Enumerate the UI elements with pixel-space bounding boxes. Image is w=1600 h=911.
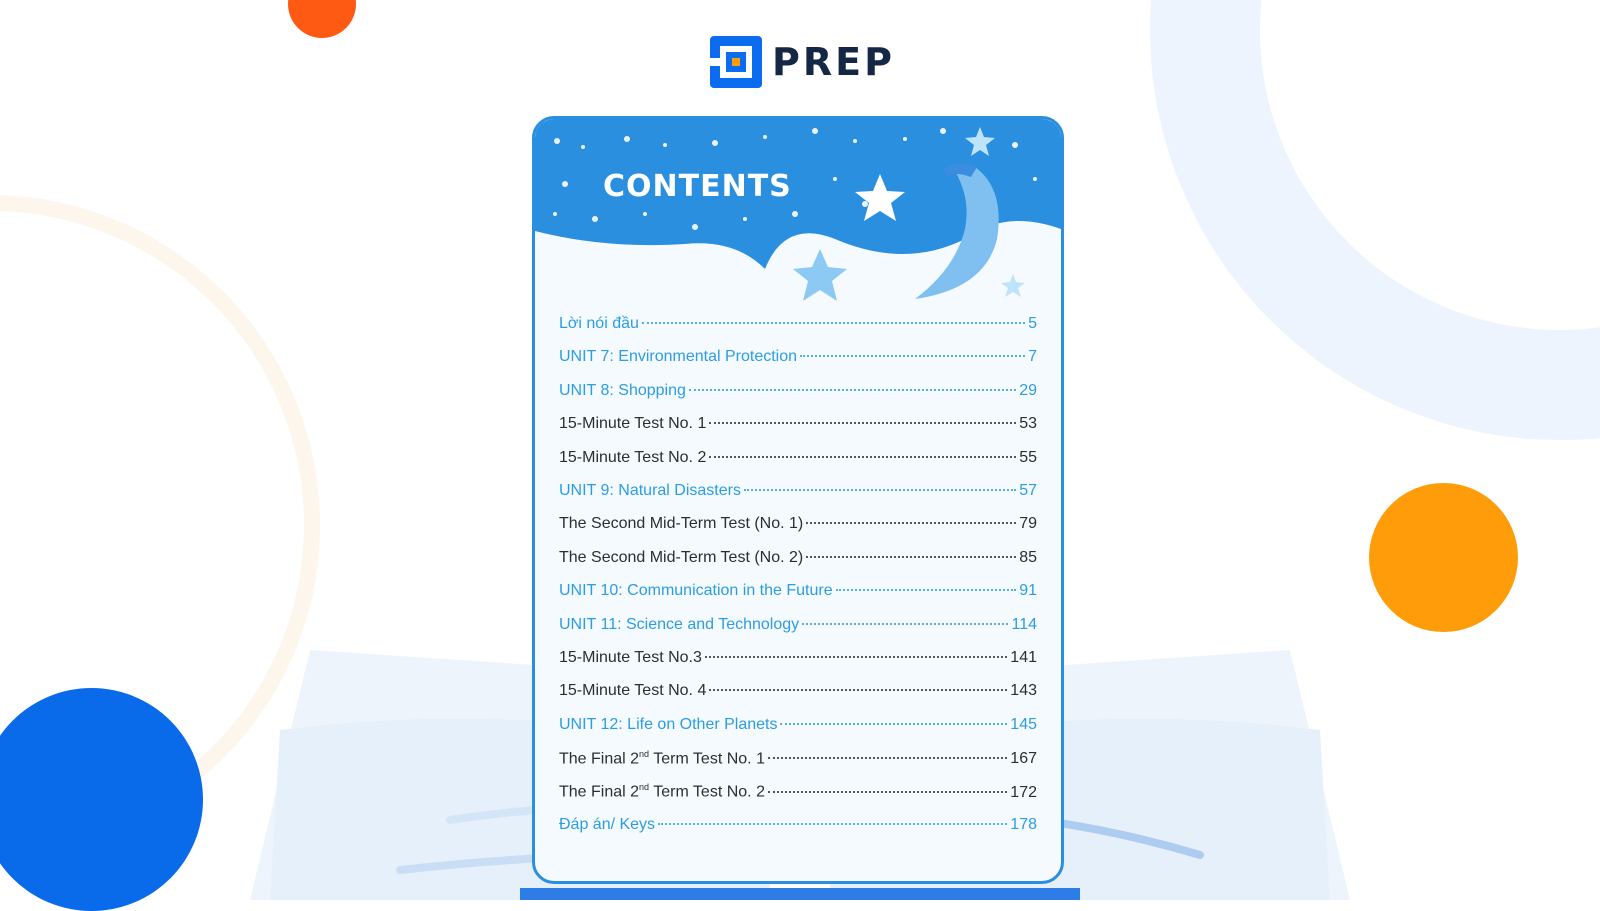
toc-entry-page: 53 <box>1019 415 1037 433</box>
ordinal-suffix: nd <box>639 782 650 793</box>
toc-entry-label: 15-Minute Test No.3 <box>559 648 702 666</box>
toc-entry[interactable] <box>559 716 1037 749</box>
toc-entry-label <box>559 782 765 801</box>
toc-entry-page: 114 <box>1011 615 1037 633</box>
contents-title: CONTENTS <box>603 169 792 204</box>
toc-entry-label: 15-Minute Test No. 2 <box>559 448 707 466</box>
toc-entry-page: 178 <box>1010 815 1037 833</box>
toc-entry-page: 7 <box>1028 348 1037 366</box>
label-part: The Final 2 <box>559 783 640 801</box>
dot-leader <box>768 757 1007 759</box>
toc-entry[interactable] <box>559 549 1037 582</box>
label-part: The Final 2 <box>559 750 640 768</box>
bottom-bar <box>520 888 1080 900</box>
dot-leader <box>768 791 1007 793</box>
toc-entry[interactable] <box>559 515 1037 548</box>
toc-entry-label: The Second Mid-Term Test (No. 1) <box>559 515 804 533</box>
toc-entry-page: 79 <box>1019 515 1037 533</box>
toc-entry[interactable] <box>559 482 1037 515</box>
toc-entry[interactable] <box>559 449 1037 482</box>
toc-entry-label: The Second Mid-Term Test (No. 2) <box>559 548 804 566</box>
brand-name: PREP <box>772 40 895 84</box>
dot-leader <box>658 823 1007 825</box>
toc-entry-label: UNIT 9: Natural Disasters <box>559 481 741 499</box>
toc-entry-label: Đáp án/ Keys <box>559 815 656 833</box>
toc-entry-label: Lời nói đầu <box>559 315 639 332</box>
dot-leader <box>806 556 1016 558</box>
dot-leader <box>780 723 1007 725</box>
toc-entry-page: 141 <box>1010 648 1037 666</box>
orange-circle <box>1369 483 1518 632</box>
red-orange-circle <box>288 0 356 38</box>
toc-entry-label: UNIT 11: Science and Technology <box>559 615 800 633</box>
toc-entry-page: 85 <box>1019 548 1037 566</box>
toc-entry-label: 15-Minute Test No. 4 <box>559 682 707 700</box>
toc-entry-label: 15-Minute Test No. 1 <box>559 415 707 433</box>
dot-leader <box>802 623 1008 625</box>
toc-entry[interactable] <box>559 816 1037 849</box>
dot-leader <box>709 422 1016 424</box>
toc-entry-page: 172 <box>1010 783 1037 801</box>
table-of-contents <box>559 315 1037 849</box>
toc-entry[interactable] <box>559 348 1037 381</box>
toc-entry-label: UNIT 8: Shopping <box>559 381 686 399</box>
toc-entry[interactable] <box>559 415 1037 448</box>
label-part: Term Test No. 2 <box>649 783 765 801</box>
toc-entry-label <box>559 749 765 768</box>
dot-leader <box>705 656 1007 658</box>
toc-entry[interactable] <box>559 649 1037 682</box>
toc-entry-page: 55 <box>1019 448 1037 466</box>
dot-leader <box>689 389 1016 391</box>
dot-leader <box>836 589 1017 591</box>
toc-entry-label: UNIT 7: Environmental Protection <box>559 348 798 366</box>
ordinal-suffix: nd <box>639 749 650 760</box>
night-sky-header <box>535 119 1061 319</box>
prep-logo[interactable] <box>710 36 895 88</box>
toc-entry[interactable] <box>559 315 1037 348</box>
dot-leader <box>806 522 1016 524</box>
toc-entry-page: 57 <box>1019 481 1037 499</box>
toc-entry-page: 5 <box>1028 315 1037 332</box>
toc-entry[interactable] <box>559 616 1037 649</box>
background-arc <box>1150 0 1600 440</box>
toc-entry-page: 91 <box>1019 582 1037 600</box>
toc-entry-page: 29 <box>1019 381 1037 399</box>
label-part: Term Test No. 1 <box>649 750 765 768</box>
contents-page <box>532 116 1064 884</box>
dot-leader <box>642 322 1025 324</box>
toc-entry-page: 145 <box>1010 715 1037 733</box>
toc-entry[interactable] <box>559 582 1037 615</box>
dot-leader <box>744 489 1016 491</box>
toc-entry-label: UNIT 10: Communication in the Future <box>559 582 833 600</box>
toc-entry-page: 143 <box>1010 682 1037 700</box>
toc-entry[interactable] <box>559 749 1037 782</box>
dot-leader <box>709 456 1016 458</box>
toc-entry-label: UNIT 12: Life on Other Planets <box>559 715 778 733</box>
dot-leader <box>709 689 1007 691</box>
dot-leader <box>800 355 1025 357</box>
toc-entry[interactable] <box>559 682 1037 715</box>
prep-logo-icon <box>710 36 762 88</box>
toc-entry[interactable] <box>559 782 1037 815</box>
toc-entry[interactable] <box>559 382 1037 415</box>
toc-entry-page: 167 <box>1010 750 1037 768</box>
